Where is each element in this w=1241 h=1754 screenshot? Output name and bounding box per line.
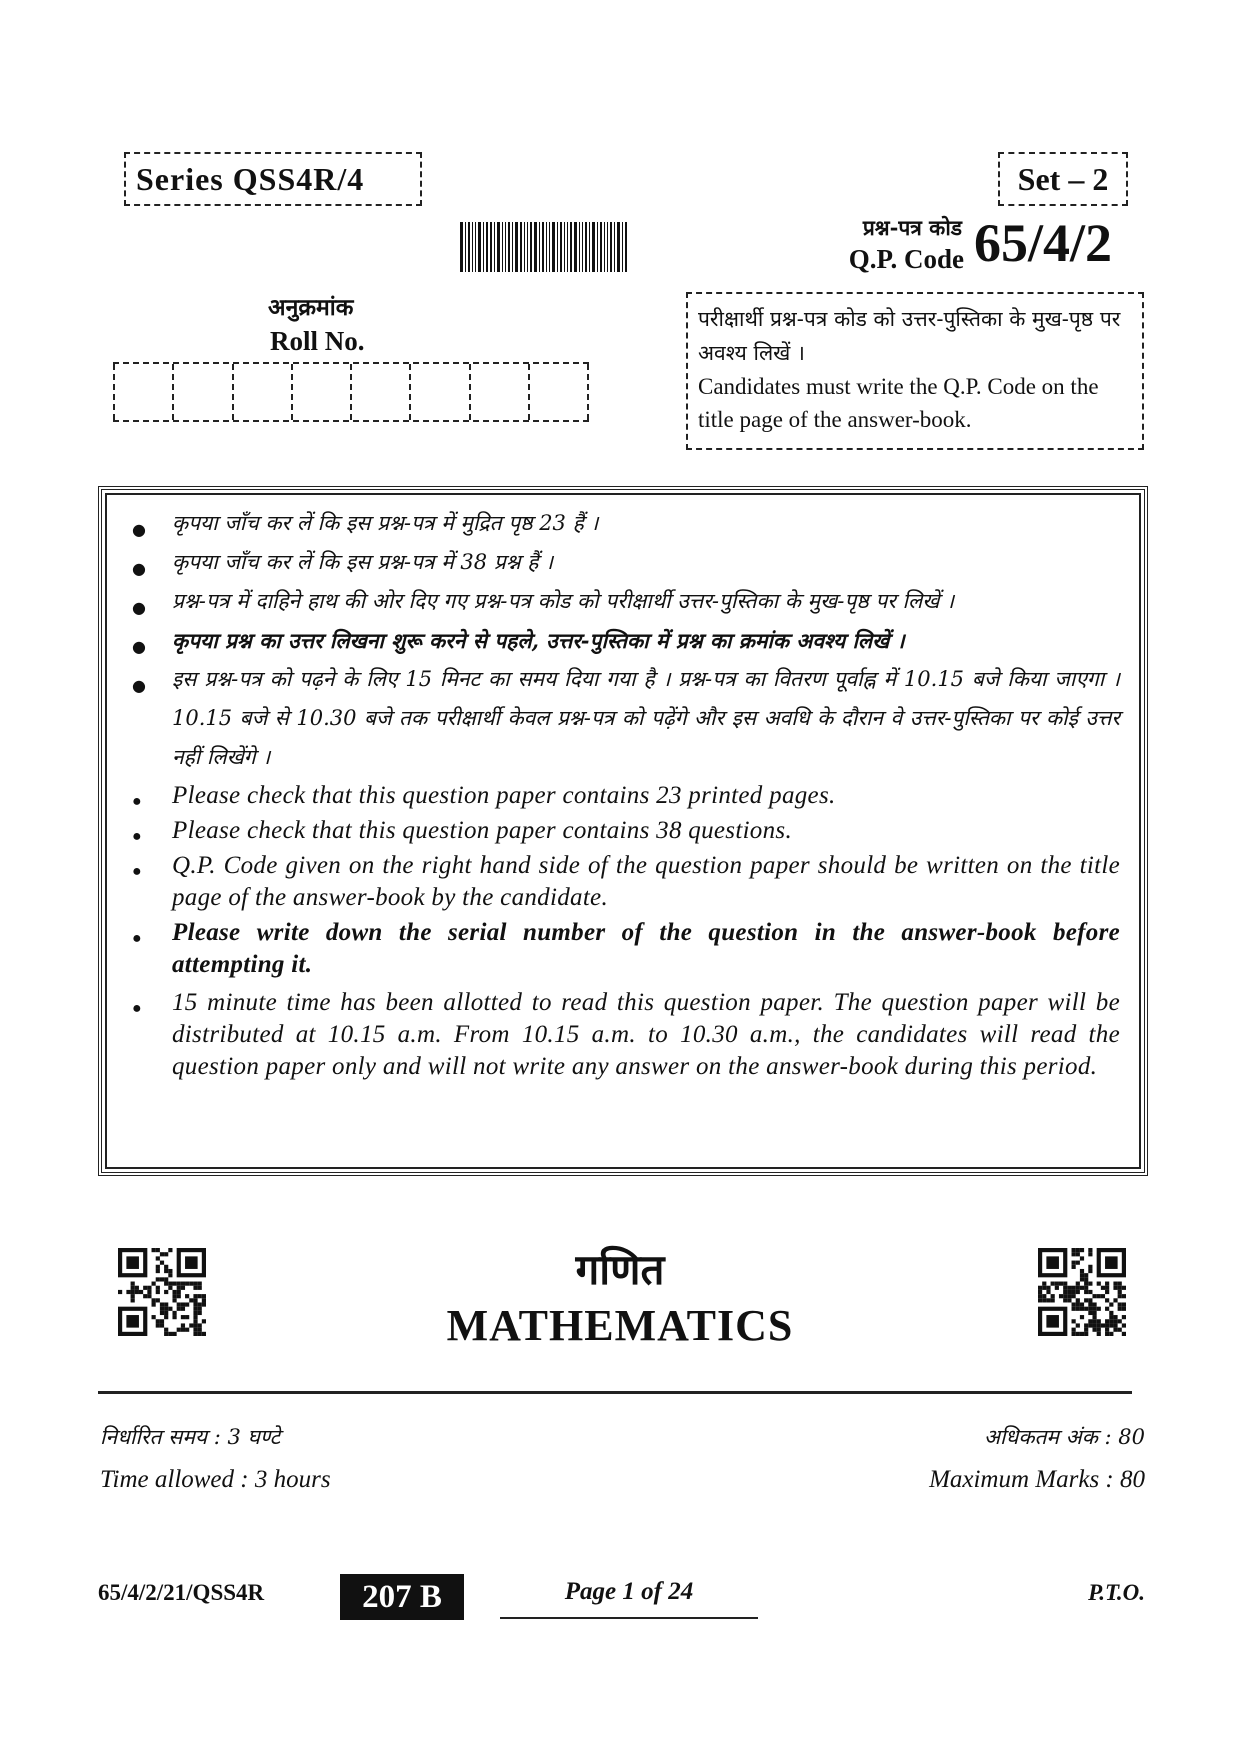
instruction-item: ● इस प्रश्न-पत्र को पढ़ने के लिए 15 मिनट का समय दिया गया है । प्रश्न-पत्र का वितरण पूर्वाह्न में 10.15 बजे किया जाएगा । 10.15 बजे से 10.30 बजे तक परीक्षार्थी केवल प्रश्न-पत्र को पढ़ेंगे और इस अवधि के दौरान वे उत्तर-पुस्तिका पर कोई उत्तर नहीं लिखेंगे । [130,660,1120,777]
max-marks-hindi: अधिकतम अंक : 80 [983,1425,1145,1449]
roll-digit-box[interactable] [113,364,172,420]
series-label: Series QSS4R/4 [136,160,365,197]
series-box [124,152,422,206]
roll-label-english: Roll No. [270,326,365,356]
time-allowed-english: Time allowed : 3 hours [100,1466,331,1493]
roll-digit-box[interactable] [409,364,468,420]
page-number: Page 1 of 24 [564,1578,694,1605]
qr-code-icon [118,1248,206,1336]
roll-digit-box[interactable] [172,364,231,420]
roll-digit-box[interactable] [350,364,409,420]
roll-digit-box[interactable] [528,364,589,420]
roll-digit-box[interactable] [291,364,350,420]
divider [98,1391,1132,1394]
roll-number-boxes[interactable] [113,362,589,422]
qr-code-icon [1038,1248,1126,1336]
subject-title-english: MATHEMATICS [446,1301,794,1350]
note-english: Candidates must write the Q.P. Code on the title page of the answer-book. [698,374,1099,432]
qp-code-label-english: Q.P. Code [848,244,964,274]
pto-label: P.T.O. [1088,1580,1145,1605]
instruction-item: ● कृपया जाँच कर लें कि इस प्रश्न-पत्र में मुद्रित पृष्ठ 23 हैं । [130,504,1120,543]
instruction-item: ● 15 minute time has been allotted to read this question paper. The question paper will be distributed at 10.15 a.m. From 10.15 a.m. to 10.30 a.m., the candidates will read the question paper only and will not write any answer on the answer-book during this period. [130,987,1120,1083]
qp-code-label-hindi: प्रश्न-पत्र कोड [862,215,962,240]
instruction-item: ● Q.P. Code given on the right hand side of the question paper should be written on the title page of the answer-book by the candidate. [130,850,1120,914]
instructions-box [98,486,1148,1176]
roll-label-hindi: अनुक्रमांक [268,294,354,321]
qp-code-note [686,292,1144,450]
set-box [998,152,1128,206]
barcode [460,222,690,272]
max-marks-english: Maximum Marks : 80 [929,1466,1145,1493]
instruction-item: ● कृपया जाँच कर लें कि इस प्रश्न-पत्र में 38 प्रश्न हैं । [130,543,1120,582]
footer-badge [340,1574,464,1620]
set-label: Set – 2 [1017,160,1109,197]
instructions-list [130,504,1120,1083]
instruction-item: ● Please check that this question paper contains 23 printed pages. [130,780,1120,812]
roll-digit-box[interactable] [469,364,528,420]
footer-badge-label: 207 B [362,1578,442,1615]
footer-paper-code: 65/4/2/21/QSS4R [98,1580,265,1605]
instruction-item: ● Please check that this question paper contains 38 questions. [130,815,1120,847]
qp-code: 65/4/2 [974,213,1113,273]
note-hindi: परीक्षार्थी प्रश्न-पत्र कोड को उत्तर-पुस्तिका के मुख-पृष्ठ पर अवश्य लिखें । [698,307,1121,365]
time-allowed-hindi: निर्धारित समय : 3 घण्टे [100,1425,281,1449]
roll-digit-box[interactable] [232,364,291,420]
subject-title-hindi: गणित [575,1245,665,1294]
instruction-item: ● कृपया प्रश्न का उत्तर लिखना शुरू करने से पहले, उत्तर-पुस्तिका में प्रश्न का क्रमांक अवश्य लिखें । [130,621,1120,660]
instruction-item: ● Please write down the serial number of the question in the answer-book before attempting it. [130,917,1120,981]
page-number-underline [500,1617,758,1619]
instruction-item: ● प्रश्न-पत्र में दाहिने हाथ की ओर दिए गए प्रश्न-पत्र कोड को परीक्षार्थी उत्तर-पुस्तिका के मुख-पृष्ठ पर लिखें । [130,582,1120,621]
